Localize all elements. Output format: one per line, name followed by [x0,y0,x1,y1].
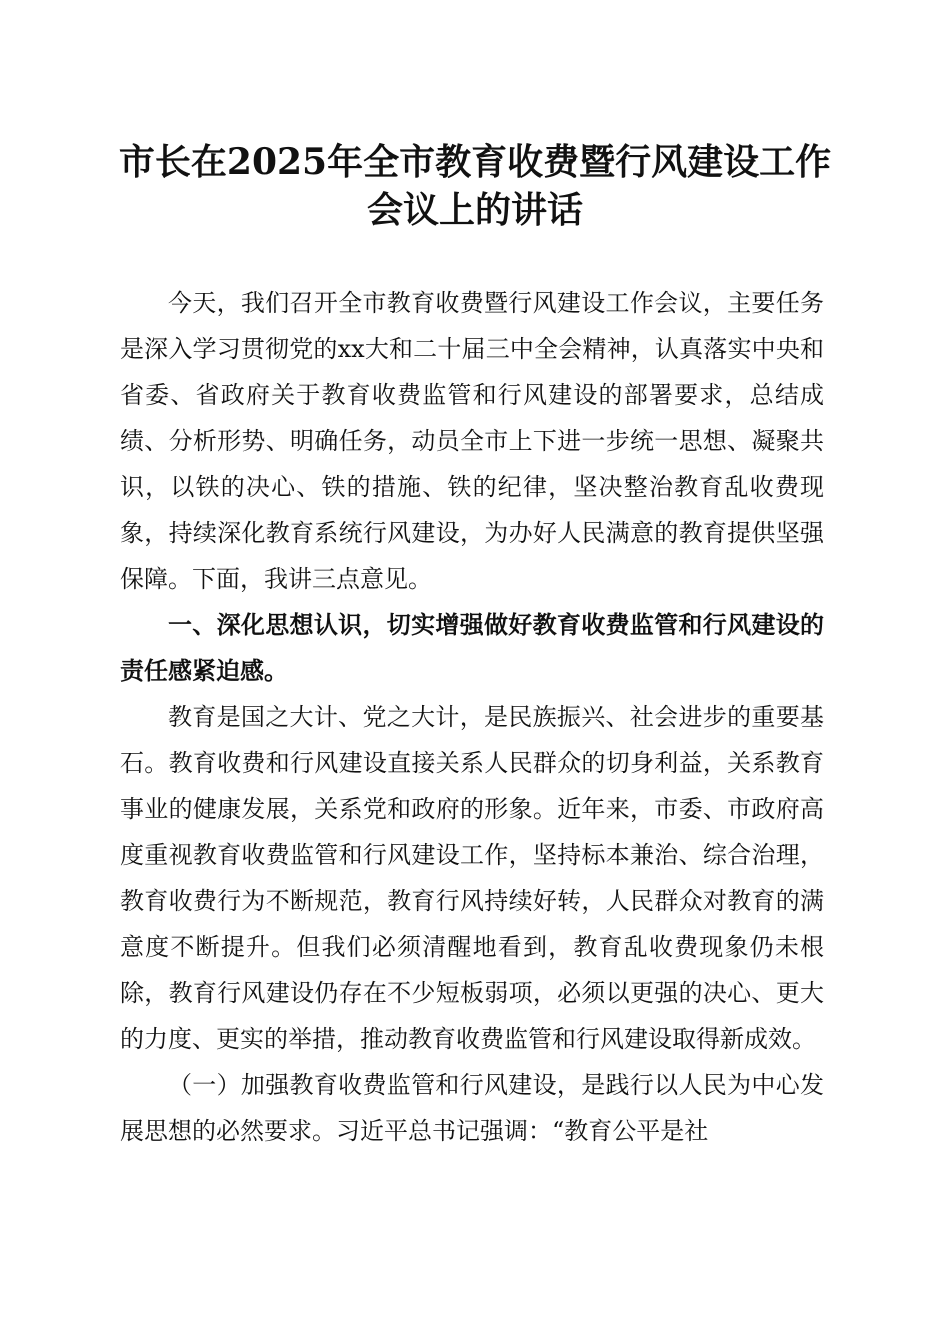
paragraph-intro: 今天，我们召开全市教育收费暨行风建设工作会议，主要任务是深入学习贯彻党的xx大和二十届三中全会精神，认真落实中央和省委、省政府关于教育收费监管和行风建设的部署要求，总结成绩、分析形势、明确任务，动员全市上下进一步统一思想、凝聚共识，以铁的决心、铁的措施、铁的纪律，坚决整治教育乱收费现象，持续深化教育系统行风建设，为办好人民满意的教育提供坚强保障。下面，我讲三点意见。 [120,289,824,593]
document-title-line-2: 会议上的讲话 [366,189,583,231]
section-heading-1: 一、深化思想认识，切实增强做好教育收费监管和行风建设的责任感紧迫感。 [120,611,824,685]
document-body [120,280,824,1154]
paragraph-subsection-1: （一）加强教育收费监管和行风建设，是践行以人民为中心发展思想的必然要求。习近平总书记强调：“教育公平是社 [120,1071,824,1145]
document-title-line-1: 市长在2025年全市教育收费暨行风建设工作 [118,141,832,183]
paragraph-section-1: 教育是国之大计、党之大计，是民族振兴、社会进步的重要基石。教育收费和行风建设直接关系人民群众的切身利益，关系教育事业的健康发展，关系党和政府的形象。近年来，市委、市政府高度重视教育收费监管和行风建设工作，坚持标本兼治、综合治理，教育收费行为不断规范，教育行风持续好转，人民群众对教育的满意度不断提升。但我们必须清醒地看到，教育乱收费现象仍未根除，教育行风建设仍存在不少短板弱项，必须以更强的决心、更大的力度、更实的举措，推动教育收费监管和行风建设取得新成效。 [120,703,824,1053]
